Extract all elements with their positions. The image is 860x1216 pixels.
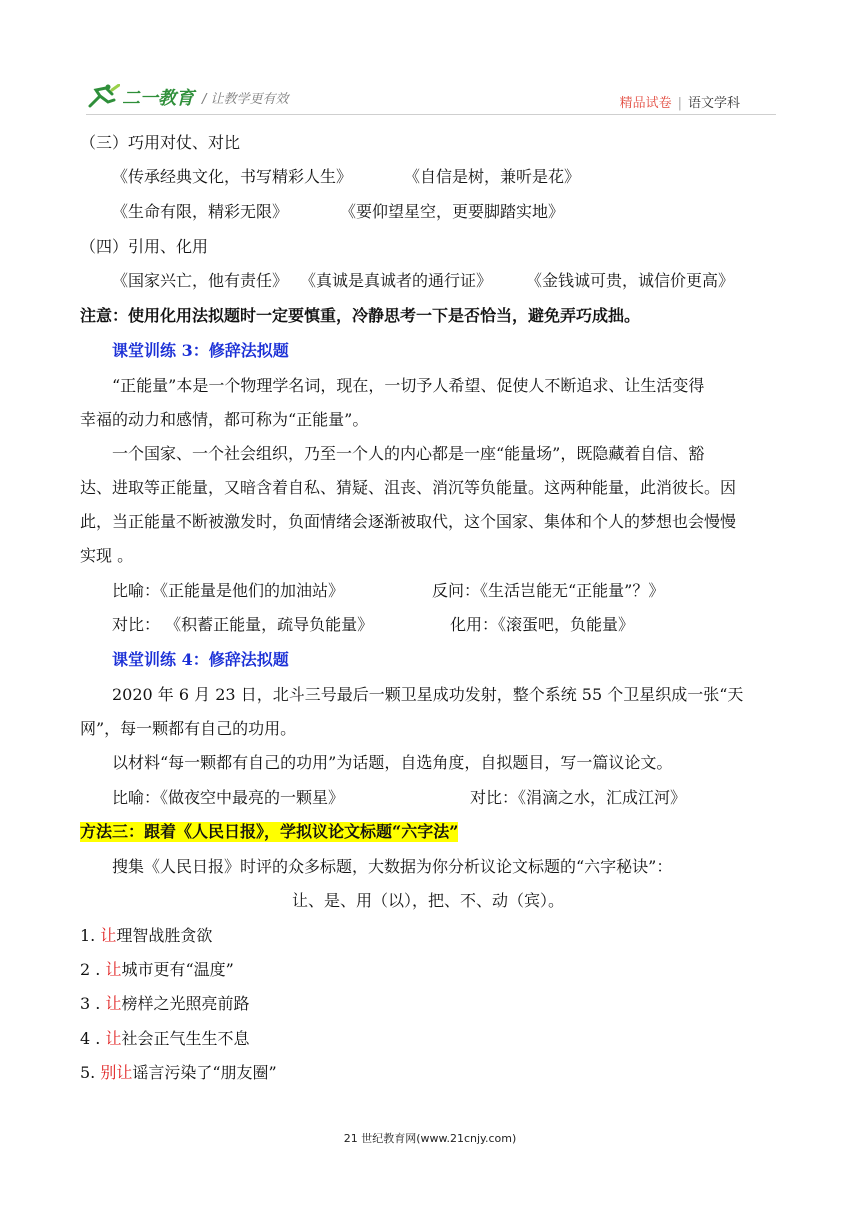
section-4-title: （四）引用、化用 bbox=[80, 237, 209, 256]
method-3-intro: 搜集《人民日报》时评的众多标题，大数据为你分析议论文标题的“六字秘诀”： bbox=[112, 857, 673, 876]
training-3-title: 课堂训练 3：修辞法拟题 bbox=[112, 341, 289, 360]
s3-example-2b: 《要仰望星空，更要脚踏实地》 bbox=[340, 202, 565, 221]
list-item-text: 理智战胜贪欲 bbox=[116, 926, 213, 945]
page-footer: 21 世纪教育网(www.21cnjy.com) bbox=[343, 1132, 517, 1145]
list-item-text: 谣言污染了“朋友圈” bbox=[132, 1063, 277, 1082]
header-tag-right: 语文学科 bbox=[687, 96, 740, 111]
list-item-number: 1. bbox=[80, 926, 101, 945]
list-item-keyword: 让 bbox=[100, 926, 117, 945]
t3-paragraph-2-line-2: 达、进取等正能量，又暗含着自私、猜疑、沮丧、消沉等负能量。这两种能量，此消彼长。因 bbox=[80, 478, 737, 497]
list-item-number: 5. bbox=[80, 1063, 101, 1082]
t3-example-rhetorical: 反问：《生活岂能无“正能量”？》 bbox=[432, 581, 665, 600]
logo-text: 二一教育 bbox=[122, 88, 194, 109]
header-separator: | bbox=[677, 96, 682, 111]
list-item-text: 城市更有“温度” bbox=[121, 960, 234, 979]
header-logo bbox=[86, 84, 289, 110]
t3-paragraph-2-line-3: 此，当正能量不断被激发时，负面情绪会逐渐被取代，这个国家、集体和个人的梦想也会慢慢 bbox=[80, 512, 737, 531]
list-item-keyword: 让 bbox=[105, 1029, 122, 1048]
method-3-title: 方法三：跟着《人民日报》，学拟议论文标题“六字法” bbox=[80, 822, 459, 841]
list-item-number: 2 . bbox=[80, 960, 106, 979]
list-item-text: 社会正气生生不息 bbox=[121, 1029, 250, 1048]
list-item-keyword: 别让 bbox=[100, 1063, 133, 1082]
header-tag-left: 精品试卷 bbox=[619, 96, 672, 111]
t4-paragraph-2: 以材料“每一颗都有自己的功用”为话题，自选角度，自拟题目，写一篇议论文。 bbox=[112, 753, 673, 772]
training-4-title: 课堂训练 4：修辞法拟题 bbox=[112, 650, 289, 669]
t4-example-contrast: 对比：《涓滴之水，汇成江河》 bbox=[470, 788, 687, 807]
list-item bbox=[80, 926, 212, 946]
s4-example-b: 《真诚是真诚者的通行证》 bbox=[300, 271, 493, 290]
s3-example-2a: 《生命有限，精彩无限》 bbox=[112, 202, 289, 221]
header-divider bbox=[86, 114, 776, 115]
list-item-number: 3 . bbox=[80, 994, 106, 1013]
header-subject bbox=[620, 92, 740, 111]
list-item bbox=[80, 1063, 277, 1083]
t4-paragraph-1-line-2: 网”，每一颗都有自己的功用。 bbox=[80, 719, 297, 738]
method-3-formula: 让、是、用（以），把、不、动（宾）。 bbox=[292, 891, 565, 910]
s4-example-c: 《金钱诚可贵，诚信价更高》 bbox=[526, 271, 735, 290]
note: 注意：使用化用法拟题时一定要慎重，冷静思考一下是否恰当，避免弄巧成拙。 bbox=[80, 306, 641, 325]
t3-paragraph-2-line-4: 实现 。 bbox=[80, 546, 134, 565]
t3-example-metaphor: 比喻：《正能量是他们的加油站》 bbox=[112, 581, 345, 600]
s4-example-a: 《国家兴亡，他有责任》 bbox=[112, 271, 289, 290]
list-item bbox=[80, 1029, 249, 1049]
t3-paragraph-1-line-2: 幸福的动力和感情，都可称为“正能量”。 bbox=[80, 410, 369, 429]
logo-slogan: / 让教学更有效 bbox=[202, 91, 289, 107]
runner-logo-icon bbox=[86, 84, 120, 110]
list-item-keyword: 让 bbox=[105, 960, 122, 979]
t3-example-contrast: 对比： 《积蓄正能量，疏导负能量》 bbox=[112, 615, 374, 634]
section-3-title: （三）巧用对仗、对比 bbox=[80, 133, 241, 152]
t3-paragraph-2-line-1: 一个国家、一个社会组织，乃至一个人的内心都是一座“能量场”，既隐藏着自信、豁 bbox=[112, 444, 705, 463]
t3-paragraph-1-line-1: “正能量”本是一个物理学名词，现在，一切予人希望、促使人不断追求、让生活变得 bbox=[112, 376, 705, 395]
list-item-keyword: 让 bbox=[105, 994, 122, 1013]
list-item-text: 榜样之光照亮前路 bbox=[121, 994, 250, 1013]
s3-example-1a: 《传承经典文化，书写精彩人生》 bbox=[112, 167, 353, 186]
t4-example-metaphor: 比喻：《做夜空中最亮的一颗星》 bbox=[112, 788, 345, 807]
list-item bbox=[80, 960, 234, 980]
s3-example-1b: 《自信是树，兼听是花》 bbox=[404, 167, 581, 186]
t4-paragraph-1-line-1: 2020 年 6 月 23 日，北斗三号最后一颗卫星成功发射，整个系统 55 个卫星织成一张“天 bbox=[112, 685, 744, 704]
t3-example-adapted: 化用：《滚蛋吧，负能量》 bbox=[450, 615, 635, 634]
list-item-number: 4 . bbox=[80, 1029, 106, 1048]
list-item bbox=[80, 994, 249, 1014]
